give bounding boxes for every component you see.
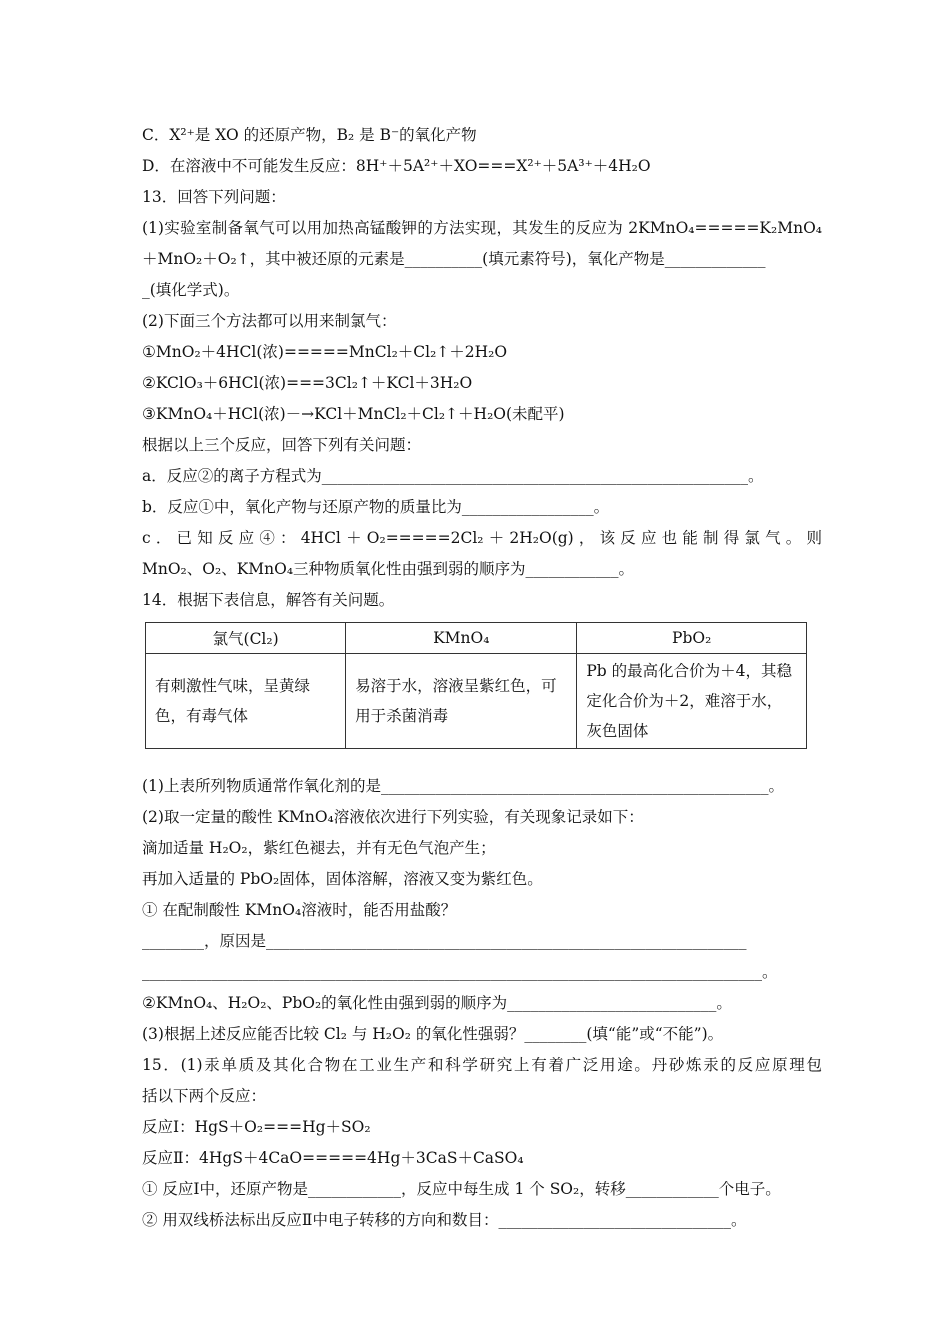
- table-row: [146, 654, 807, 749]
- q13-part1-line1: (1)实验室制备氧气可以用加热高锰酸钾的方法实现，其发生的反应为 2KMnO₄=====K₂MnO₄: [142, 219, 822, 237]
- reaction-2: ②KClO₃＋6HCl(浓)===3Cl₂↑＋KCl＋3H₂O: [142, 374, 473, 392]
- q14-3: (3)根据上述反应能否比较 Cl₂ 与 H₂O₂ 的氧化性强弱？________(填“能”或“不能”)。: [142, 1025, 724, 1043]
- q13-a: a．反应②的离子方程式为_______________________________________________________。: [142, 467, 764, 485]
- q14-2-sub1-answer: ________，原因是______________________________________________________________: [142, 932, 747, 950]
- question-13-title: 13．回答下列问题：: [142, 188, 286, 206]
- info-table: [145, 622, 807, 749]
- q15-sub2: ② 用双线桥法标出反应Ⅱ中电子转移的方向和数目：______________________________。: [142, 1211, 747, 1229]
- q14-2-step2: 再加入适量的 PbO₂固体，固体溶解，溶液又变为紫红色。: [142, 870, 543, 888]
- q13-part1-line3: _(填化学式)。: [142, 281, 240, 299]
- header-kmno4: KMnO₄: [346, 623, 577, 654]
- q13-part2-intro: (2)下面三个方法都可以用来制氯气：: [142, 312, 397, 330]
- q14-2-sub1-blank: ________________________________________________________________________________。: [142, 963, 778, 981]
- reaction-3: ③KMnO₄＋HCl(浓)－→KCl＋MnCl₂＋Cl₂↑＋H₂O(未配平): [142, 405, 565, 423]
- reaction-ii: 反应Ⅱ：4HgS＋4CaO=====4Hg＋3CaS＋CaSO₄: [142, 1149, 524, 1167]
- cell-kmno4: 易溶于水，溶液呈紫红色，可用于杀菌消毒: [346, 654, 577, 749]
- question-14-title: 14．根据下表信息，解答有关问题。: [142, 591, 395, 609]
- q13-b: b．反应①中，氧化产物与还原产物的质量比为_________________。: [142, 498, 610, 516]
- question-15-line1: 15．(1)汞单质及其化合物在工业生产和科学研究上有着广泛用途。丹砂炼汞的反应原理包: [142, 1056, 822, 1074]
- option-d: D．在溶液中不可能发生反应：8H⁺＋5A²⁺＋XO===X²⁺＋5A³⁺＋4H₂O: [142, 157, 651, 175]
- question-15-line2: 括以下两个反应：: [142, 1087, 267, 1105]
- q13-part1-line2: ＋MnO₂＋O₂↑，其中被还原的元素是__________(填元素符号)，氧化产物是_____________: [142, 250, 766, 268]
- reaction-i: 反应Ⅰ：HgS＋O₂===Hg＋SO₂: [142, 1118, 371, 1136]
- q13-c-line2: MnO₂、O₂、KMnO₄三种物质氧化性由强到弱的顺序为____________。: [142, 560, 635, 578]
- q13-c-line1: c．已知反应④：4HCl＋O₂=====2Cl₂＋2H₂O(g)，该反应也能制得氯气。则: [142, 529, 822, 547]
- option-c: C．X²⁺是 XO 的还原产物，B₂ 是 B⁻的氧化产物: [142, 126, 477, 144]
- q14-2-step1: 滴加适量 H₂O₂，紫红色褪去，并有无色气泡产生；: [142, 839, 496, 857]
- header-chlorine: 氯气(Cl₂): [146, 623, 346, 654]
- q13-subquestions-intro: 根据以上三个反应，回答下列有关问题：: [142, 436, 422, 454]
- table-header-row: [146, 623, 807, 654]
- reaction-1: ①MnO₂＋4HCl(浓)=====MnCl₂＋Cl₂↑＋2H₂O: [142, 343, 508, 361]
- q14-2-sub1: ① 在配制酸性 KMnO₄溶液时，能否用盐酸？: [142, 901, 457, 919]
- q14-1: (1)上表所列物质通常作氧化剂的是__________________________________________________。: [142, 777, 784, 795]
- cell-chlorine: 有刺激性气味，呈黄绿色，有毒气体: [146, 654, 346, 749]
- q15-sub1: ① 反应Ⅰ中，还原产物是____________，反应中每生成 1 个 SO₂，转移____________个电子。: [142, 1180, 781, 1198]
- q14-2-intro: (2)取一定量的酸性 KMnO₄溶液依次进行下列实验，有关现象记录如下：: [142, 808, 644, 826]
- cell-pbo2: Pb 的最高化合价为＋4，其稳定化合价为＋2，难溶于水，灰色固体: [577, 654, 807, 749]
- document-page: [142, 120, 822, 1236]
- header-pbo2: PbO₂: [577, 623, 807, 654]
- q14-2-sub2: ②KMnO₄、H₂O₂、PbO₂的氧化性由强到弱的顺序为___________________________。: [142, 994, 732, 1012]
